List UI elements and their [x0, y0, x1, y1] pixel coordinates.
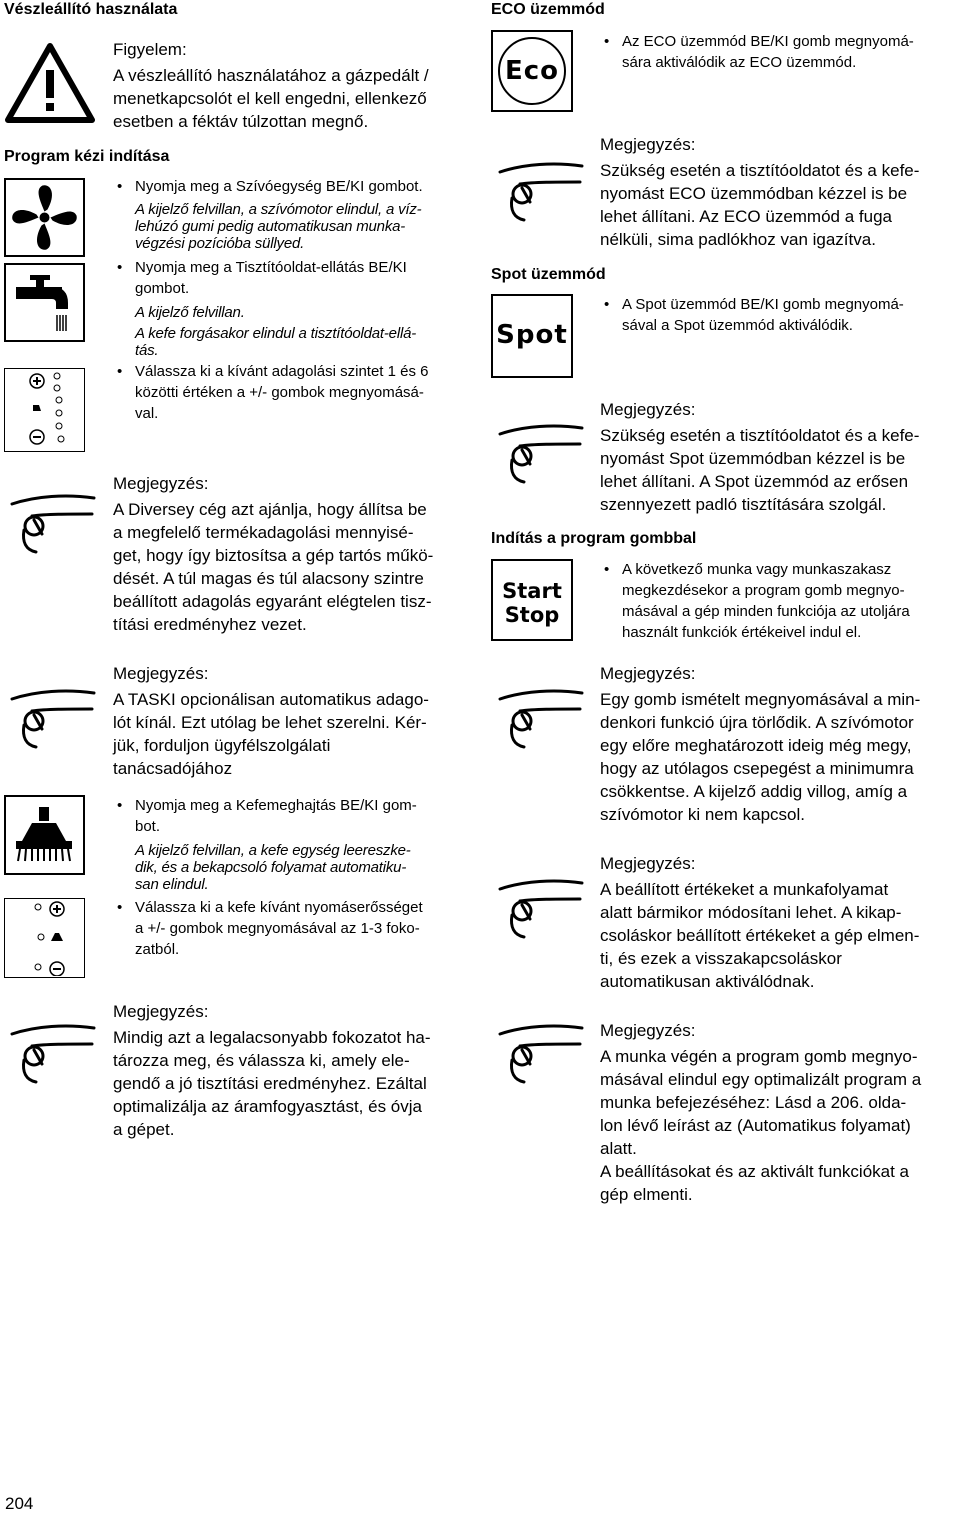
warning-line: menetkapcsolót el kell engedni, ellenkező [113, 89, 427, 108]
step-result: tás. [135, 342, 159, 359]
brush-pressure-panel [4, 898, 85, 978]
note-line: szennyezett padló tisztítására szolgál. [600, 495, 887, 514]
note-title: Megjegyzés: [600, 664, 696, 683]
note-line: automatikusan aktiválódnak. [600, 972, 815, 991]
note-line: nyomást Spot üzemmódban kézzel is be [600, 449, 906, 468]
step-text: a +/- gombok megnyomásával az 1-3 foko- [135, 920, 420, 937]
note-line: munka befejezéséhez: Lásd a 206. olda- [600, 1093, 907, 1112]
note-hand-icon [6, 685, 98, 755]
list-item [113, 176, 473, 252]
stop-label: Stop [504, 603, 560, 627]
note-line: lót kínál. Ezt utólag be lehet szerelni. Kér- [113, 713, 427, 732]
note-line: A munka végén a program gomb megnyo- [600, 1047, 918, 1066]
note-line: Egy gomb ismételt megnyomásával a min- [600, 690, 921, 709]
list-item [113, 795, 473, 893]
eco-bullets [600, 31, 960, 73]
note-hand-icon [494, 875, 586, 945]
spot-label: Spot [496, 320, 568, 350]
bullet-line: használt funkciók értékeivel indul el. [622, 624, 862, 641]
note-hand-icon [494, 685, 586, 755]
start-bullets [600, 559, 960, 643]
note-line: gép elmenti. [600, 1185, 693, 1204]
note-title: Megjegyzés: [113, 1002, 209, 1021]
bullet-line: • Az ECO üzemmód BE/KI gomb megnyomá- [622, 33, 914, 50]
eco-label: Eco [504, 56, 560, 86]
step-text: zatból. [135, 941, 180, 958]
note-body [600, 688, 960, 826]
note-line: Szükség esetén a tisztítóoldatot és a kefe- [600, 426, 920, 445]
note-line: másával elindul egy optimalizált program a [600, 1070, 922, 1089]
note-line: csökkentse. A kijelző addig villog, amíg a [600, 782, 908, 801]
suction-button-icon [4, 178, 85, 257]
note-line: hogy az utólagos csepegést a minimumra [600, 759, 914, 778]
bullet-line: megkezdésekor a program gomb megnyo- [622, 582, 905, 599]
bullet-line: sával a Spot üzemmód aktiválódik. [622, 317, 853, 334]
step-result: A kijelző felvillan, a kefe egység leereszke- [135, 842, 411, 859]
start-label: Start [502, 579, 562, 603]
page-number: 204 [5, 1494, 34, 1513]
note-body [600, 878, 960, 993]
note-line: A Diversey cég azt ajánlja, hogy állítsa be [113, 500, 427, 519]
note-hand-icon [6, 490, 98, 560]
note-body [113, 688, 473, 780]
heading-spot: Spot üzemmód [491, 266, 606, 283]
note-line: tározza meg, és válassza ki, amely ele- [113, 1051, 410, 1070]
step-text: • Nyomja meg a Szívóegység BE/KI gombot. [135, 178, 423, 195]
note-line: lon lévő leírást az (Automatikus folyamat) [600, 1116, 911, 1135]
note-line: nyomást ECO üzemmódban kézzel is be [600, 184, 908, 203]
step-text: val. [135, 405, 159, 422]
step-text: • Nyomja meg a Kefemeghajtás BE/KI gom- [135, 797, 417, 814]
dosing-control-panel [4, 368, 85, 452]
note-line: a megfelelő termékadagolási mennyisé- [113, 523, 414, 542]
note-line: denkori funkció újra törlődik. A szívómotor [600, 713, 914, 732]
bullet-line: sára aktiválódik az ECO üzemmód. [622, 54, 857, 71]
note-line: tanácsadójához [113, 759, 233, 778]
note-line: alatt. [600, 1139, 637, 1158]
warning-title: Figyelem: [113, 40, 187, 59]
brush-drive-icon [4, 795, 85, 875]
heading-emergency: Vészleállító használata [4, 1, 178, 18]
note-line: A TASKI opcionálisan automatikus adago- [113, 690, 429, 709]
warning-triangle-icon [4, 42, 96, 124]
note-line: Szükség esetén a tisztítóoldatot és a kefe- [600, 161, 920, 180]
step-result: dik, és a bekapcsoló folyamat automatiku- [135, 859, 407, 876]
list-item [600, 294, 960, 336]
note-line: A beállításokat és az aktivált funkciókat a [600, 1162, 910, 1181]
list-item [113, 361, 473, 424]
note-line: nélküli, sima padlókhoz van igazítva. [600, 230, 876, 249]
warning-text [113, 64, 453, 133]
list-item [600, 31, 960, 73]
bullet-line: • A következő munka vagy munkaszakasz [622, 561, 892, 578]
note-title: Megjegyzés: [600, 854, 696, 873]
spot-bullets [600, 294, 960, 336]
note-hand-icon [494, 420, 586, 490]
note-line: a gépet. [113, 1120, 175, 1139]
warning-line: A vészleállító használatához a gázpedált / [113, 66, 429, 85]
solution-supply-icon [4, 263, 85, 342]
note-body [113, 498, 473, 636]
step-result: A kefe forgásakor elindul a tisztítóoldat-ellá- [135, 325, 417, 342]
note-line: A beállított értékeket a munkafolyamat [600, 880, 889, 899]
list-item [600, 559, 960, 643]
heading-manual-start: Program kézi indítása [4, 148, 170, 165]
step-text: • Válassza ki a kefe kívánt nyomáserősséget [135, 899, 423, 916]
note-body [600, 1045, 960, 1206]
note-title: Megjegyzés: [600, 135, 696, 154]
note-body [600, 159, 960, 251]
note-title: Megjegyzés: [600, 1021, 696, 1040]
step-text: közötti értéken a +/- gombok megnyomásá- [135, 384, 424, 401]
bullet-line: másával a gép minden funkciója az utoljára [622, 603, 910, 620]
start-stop-button-icon [491, 559, 573, 641]
brush-steps [113, 795, 473, 960]
note-hand-icon [494, 1020, 586, 1090]
step-text: gombot. [135, 280, 190, 297]
step-result: san elindul. [135, 876, 209, 893]
heading-program-start: Indítás a program gombbal [491, 530, 697, 547]
list-item [113, 897, 473, 960]
note-hand-icon [6, 1020, 98, 1090]
note-title: Megjegyzés: [600, 400, 696, 419]
manual-steps [113, 176, 473, 424]
step-text: • Nyomja meg a Tisztítóoldat-ellátás BE/KI [135, 259, 407, 276]
note-line: csoláskor beállított értékeket a gép elmen- [600, 926, 920, 945]
spot-button-icon [491, 294, 573, 378]
step-result: A kijelző felvillan. [135, 304, 245, 321]
note-line: Mindig azt a legalacsonyabb fokozatot ha- [113, 1028, 431, 1047]
step-text: • Válassza ki a kívánt adagolási szintet 1 és 6 [135, 363, 429, 380]
note-title: Megjegyzés: [113, 664, 209, 683]
heading-eco: ECO üzemmód [491, 1, 605, 18]
note-line: szívómotor ki nem kapcsol. [600, 805, 806, 824]
step-result: végzési pozícióba süllyed. [135, 235, 305, 252]
note-line: get, hogy így biztosítsa a gép tartós műkö- [113, 546, 434, 565]
note-line: jük, forduljon ügyfélszolgálati [113, 736, 331, 755]
note-line: ti, és ezek a visszakapcsoláskor [600, 949, 842, 968]
note-line: optimalizálja az áramfogyasztást, és óvja [113, 1097, 422, 1116]
note-body [600, 424, 960, 516]
bullet-line: • A Spot üzemmód BE/KI gomb megnyomá- [622, 296, 904, 313]
eco-button-icon [491, 30, 573, 112]
note-line: dését. A túl magas és túl alacsony szintre [113, 569, 424, 588]
note-line: lehet állítani. Az ECO üzemmód a fuga [600, 207, 892, 226]
note-line: títási eredményhez vezet. [113, 615, 307, 634]
note-line: egy előre meghatározott ideig még megy, [600, 736, 912, 755]
note-hand-icon [494, 158, 586, 228]
step-result: A kijelző felvillan, a szívómotor elindul, a víz- [135, 201, 422, 218]
note-body [113, 1026, 473, 1141]
list-item [113, 257, 473, 359]
step-result: lehúzó gumi pedig automatikusan munka- [135, 218, 406, 235]
note-line: gendő a jó tisztítási eredményhez. Ezáltal [113, 1074, 427, 1093]
step-text: bot. [135, 818, 161, 835]
note-line: beállított adagolás egyaránt elégtelen tisz- [113, 592, 432, 611]
start-stop-label [493, 579, 571, 627]
warning-line: esetben a féktáv túlzottan megnő. [113, 112, 369, 131]
note-line: lehet állítani. A Spot üzemmód az erősen [600, 472, 909, 491]
note-line: alatt bármikor módosítani lehet. A kikap- [600, 903, 902, 922]
note-title: Megjegyzés: [113, 474, 209, 493]
